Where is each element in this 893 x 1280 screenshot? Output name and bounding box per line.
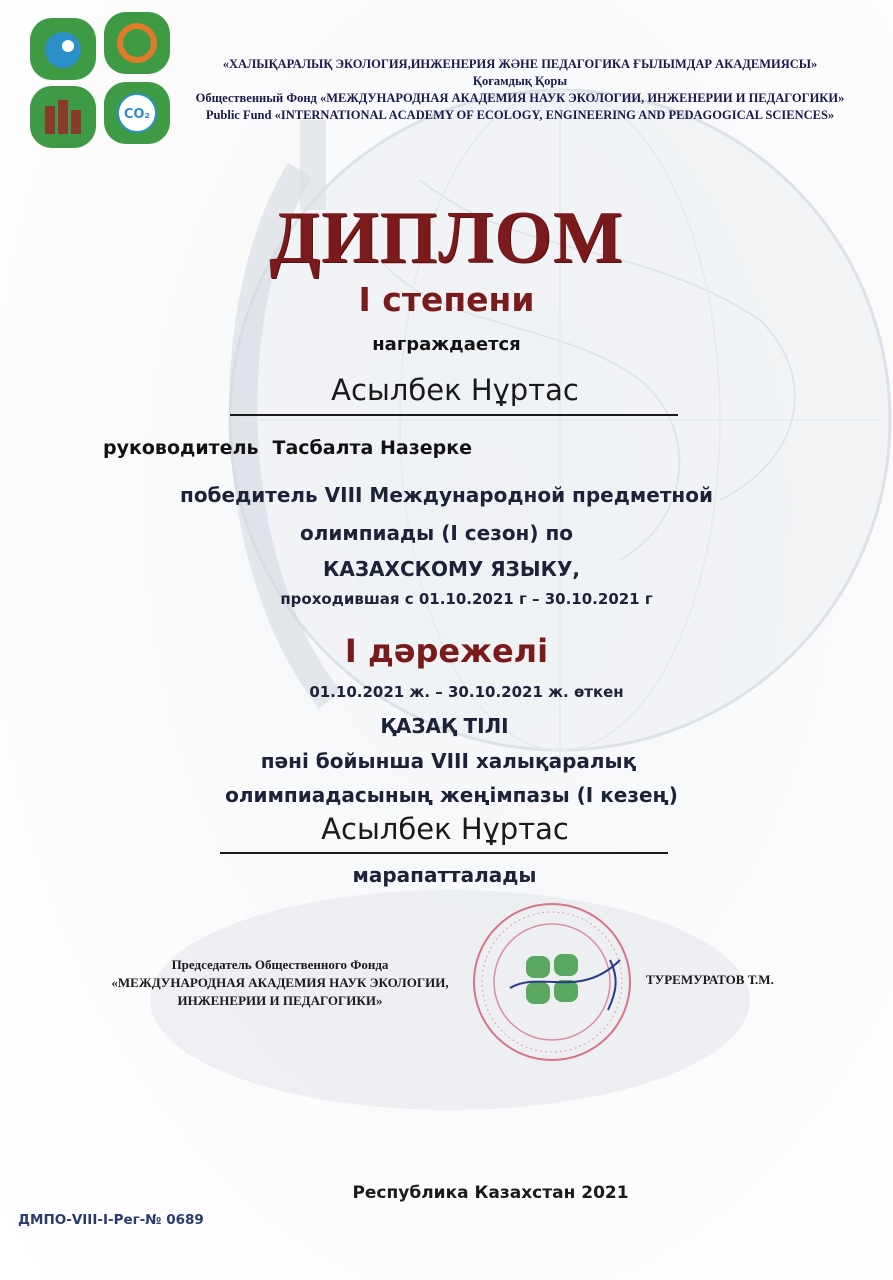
ru-dates: проходившая с 01.10.2021 г – 30.10.2021 г [280,590,653,608]
chair-block [60,956,500,1010]
degree-kz: I дәрежелі [344,632,549,670]
leader-label: руководитель [103,437,259,459]
recipient-name: Асылбек Нұртас [331,373,579,407]
kz-dates: 01.10.2021 ж. – 30.10.2021 ж. өткен [309,683,624,701]
degree-ru: I степени [358,280,535,319]
chair-line-2: «МЕЖДУНАРОДНАЯ АКАДЕМИЯ НАУК ЭКОЛОГИИ, [111,975,449,990]
chair-line-1: Председатель Общественного Фонда [171,957,389,972]
kz-subject: ҚАЗАҚ ТІЛІ [380,714,509,738]
official-stamp-icon [470,900,634,1064]
leader-line [103,437,472,459]
header-line-kz: «ХАЛЫҚАРАЛЫҚ ЭКОЛОГИЯ,ИНЖЕНЕРИЯ ЖӘНЕ ПЕДАГОГИКА ҒЫЛЫМДАР АКАДЕМИЯСЫ» [222,57,818,71]
awarded-label: награждается [372,334,521,355]
ru-text-line-2: олимпиады (I сезон) по [299,521,574,545]
header-line-ru: Общественный Фонд «МЕЖДУНАРОДНАЯ АКАДЕМИЯ НАУК ЭКОЛОГИИ, ИНЖЕНЕРИИ И ПЕДАГОГИКИ» [195,91,845,105]
kz-text-line-1: пәні бойынша VIII халықаралық [260,749,637,773]
leader-name: Тасбалта Назерке [272,437,473,459]
recipient-underline [230,414,678,416]
header-block [170,56,870,124]
header-line-fund-kz: Қоғамдық Қоры [472,74,568,88]
kz-text-line-2: олимпиадасының жеңімпазы (I кезең) [225,783,678,807]
recipient-name-kz: Асылбек Нұртас [321,812,569,846]
country-year: Республика Казахстан 2021 [352,1183,629,1203]
logo-co2-text: CO₂ [123,107,151,122]
recipient-kz-underline [220,852,668,854]
kz-awarded-label: марапатталады [352,863,537,887]
ru-text-line-1: победитель VIII Международной предметной [180,483,713,507]
diploma-title: ДИПЛОМ [269,197,624,279]
chair-line-3: ИНЖЕНЕРИИ И ПЕДАГОГИКИ» [177,993,383,1008]
academy-logo-icon [28,10,178,150]
registration-number: ДМПО-VIII-I-Рег-№ 0689 [18,1212,204,1228]
header-line-en: Public Fund «INTERNATIONAL ACADEMY OF ECOLOGY, ENGINEERING AND PEDAGOGICAL SCIENCES» [205,108,835,122]
signer-name: ТУРЕМУРАТОВ Т.М. [646,972,774,987]
ru-subject: КАЗАХСКОМУ ЯЗЫКУ, [323,557,580,581]
